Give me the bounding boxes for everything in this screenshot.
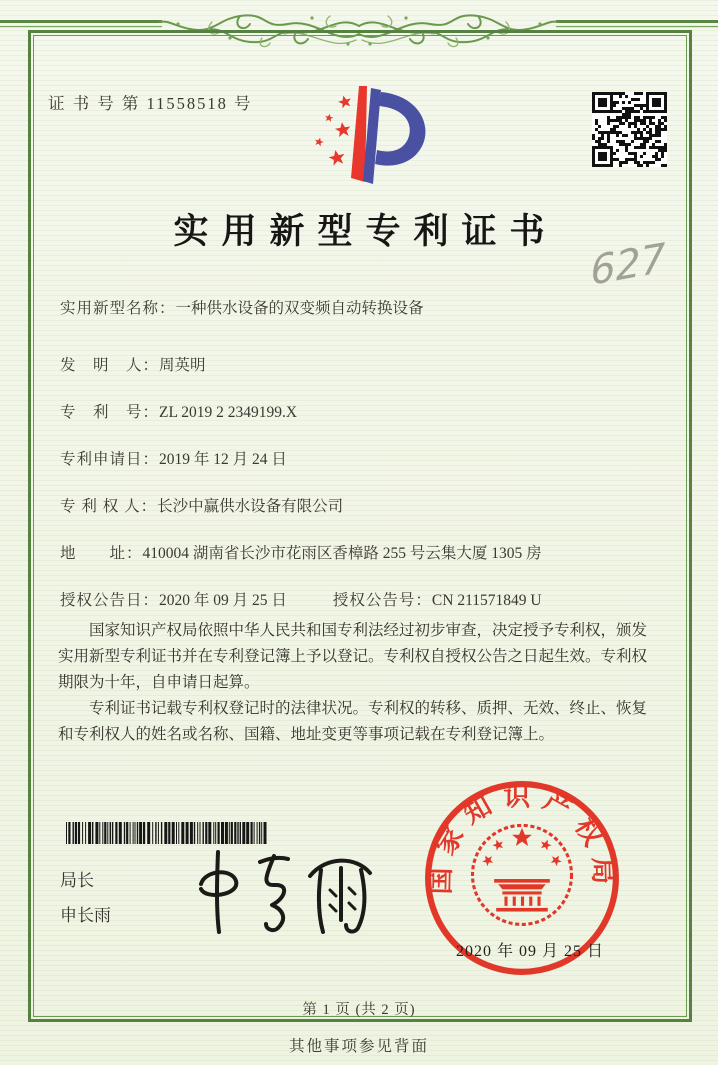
certificate-number: 证 书 号 第 11558518 号 [48, 94, 253, 113]
field-value: 410004 湖南省长沙市花雨区香樟路 255 号云集大厦 1305 房 [142, 545, 542, 562]
legal-paragraph-1: 国家知识产权局依照中华人民共和国专利法经过初步审查，决定授予专利权，颁发实用新型专利证书并在专利登记簿上予以登记。专利权自授权公告之日起生效。专利权期限为十年，自申请日起算。 [58, 622, 648, 691]
commissioner-title: 局长 [60, 871, 94, 890]
handwritten-mark: 627 [589, 235, 667, 295]
field-label: 专 利 号： [60, 404, 160, 421]
legal-paragraph-2: 专利证书记载专利权登记时的法律状况。专利权的转移、质押、无效、终止、恢复和专利权人的姓名或名称、国籍、地址变更等事项记载在专利登记簿上。 [58, 700, 648, 743]
field-label: 地 址： [60, 545, 143, 562]
grant-number-value: CN 211571849 U [431, 592, 542, 609]
field-grant-announcement [60, 588, 670, 612]
field-filing-date [60, 447, 670, 471]
field-label: 专 利 权 人： [60, 498, 158, 515]
field-label: 实用新型名称： [60, 300, 176, 317]
legal-text-block [58, 618, 662, 748]
field-label: 专利申请日： [60, 451, 160, 468]
commissioner-signature [188, 840, 393, 940]
seal-date: 2020 年 09 月 25 日 [455, 943, 604, 960]
grant-date-label: 授权公告日： [60, 592, 160, 609]
field-value: 2019 年 12 月 24 日 [159, 451, 287, 468]
certificate-title: 实用新型专利证书 [173, 212, 558, 251]
grant-date-value: 2020 年 09 月 25 日 [159, 592, 287, 609]
seal-text: 国家知识产权局 [425, 781, 619, 895]
field-value: 周英明 [159, 357, 206, 374]
commissioner-name: 申长雨 [60, 906, 111, 925]
field-value: ZL 2019 2 2349199.X [159, 404, 298, 421]
qr-code [592, 92, 667, 167]
footer-note: 其他事项参见背面 [288, 1038, 429, 1055]
seal-national-emblem [472, 825, 571, 924]
field-value: 长沙中赢供水设备有限公司 [157, 498, 344, 515]
field-address [60, 541, 670, 565]
field-patent-number [60, 400, 670, 424]
grant-date [60, 588, 287, 612]
grant-number-label: 授权公告号： [332, 592, 432, 609]
field-value: 一种供水设备的双变频自动转换设备 [175, 300, 424, 317]
cnipa-logo-icon [293, 80, 448, 198]
field-patentee [60, 494, 670, 518]
page-number: 第 1 页 (共 2 页) [302, 1002, 416, 1018]
grant-number [333, 588, 542, 612]
field-utility-model-name [60, 296, 670, 320]
field-label: 发 明 人： [60, 357, 160, 374]
field-inventor [60, 353, 670, 377]
